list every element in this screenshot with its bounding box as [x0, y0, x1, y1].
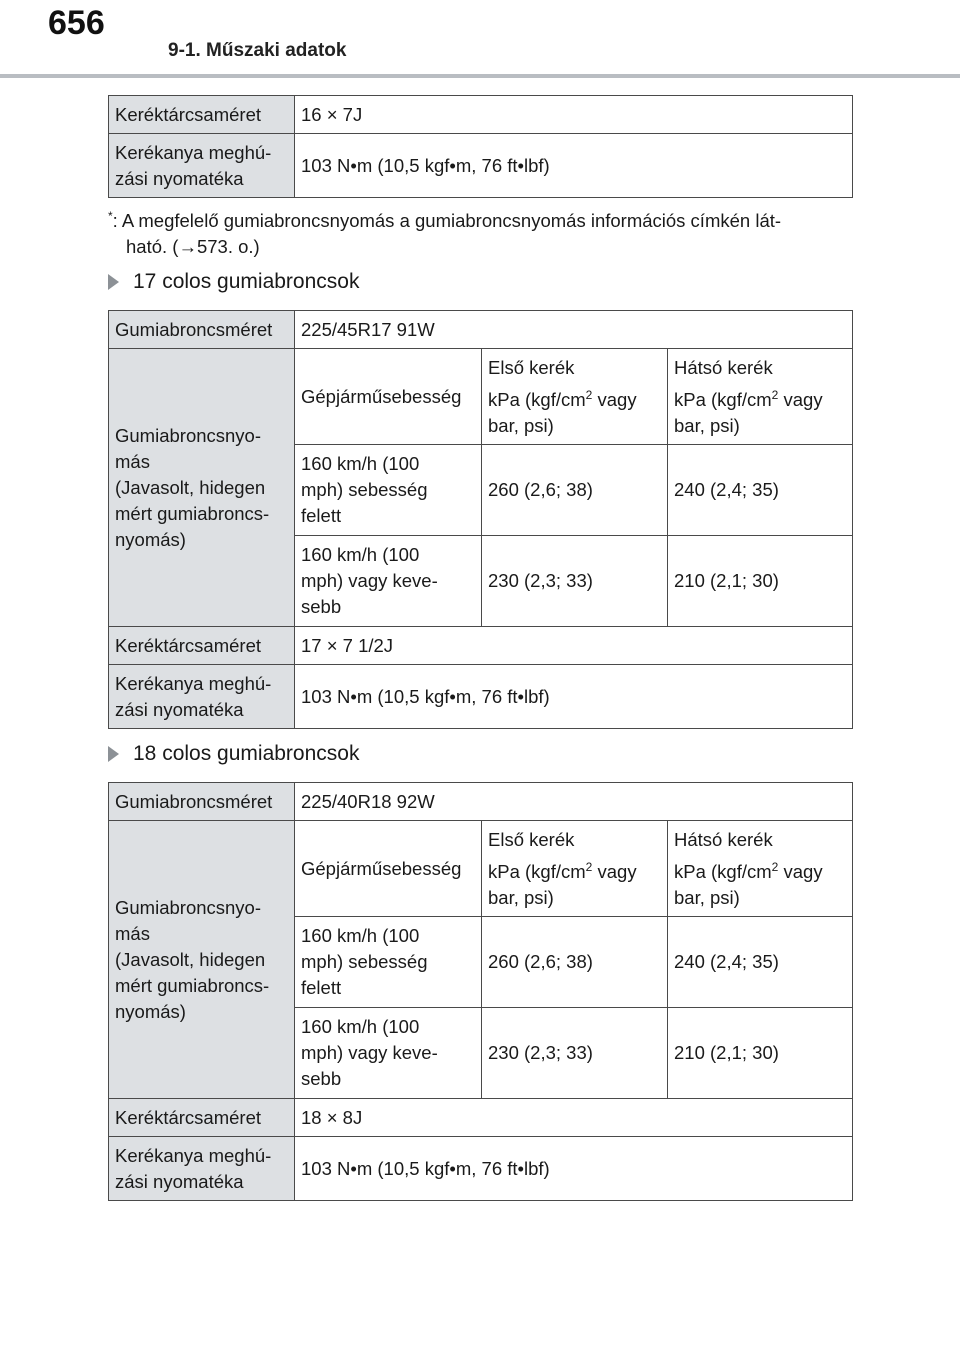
unit-text: kPa ($kgf/cm^2$ vagy bar, psi) [488, 859, 637, 908]
subsection-heading-text: 18 colos gumiabroncsok [133, 742, 360, 765]
wheel-size-value: 17 × 7 1/2J [295, 627, 853, 665]
subsection-heading-17 [108, 268, 359, 296]
unit-text: kPa ($kgf/cm^2$ vagy bar, psi) [674, 859, 823, 908]
footnote-line-2: ható. (→573. o.) [126, 236, 260, 257]
subsection-heading-text: 17 colos gumiabroncsok [133, 270, 360, 293]
front-pressure-cell: 230 (2,3; 33) [482, 1008, 668, 1099]
table-row [109, 96, 853, 134]
front-wheel-title: Első kerék [488, 356, 575, 378]
rear-wheel-header [668, 349, 853, 445]
nut-torque-label: Kerékanya meghú- zási nyomatéka [109, 665, 295, 729]
footnote-marker: * [108, 208, 113, 223]
unit-text: kPa ($kgf/cm^2$ vagy bar, psi) [488, 387, 637, 436]
subsection-heading-18 [108, 740, 359, 768]
tire-pressure-label: Gumiabroncsnyo- más (Javasolt, hidegen mért gumiabroncs- nyomás) [109, 821, 295, 1099]
rear-pressure-cell: 240 (2,4; 35) [668, 445, 853, 536]
tire-pressure-label: Gumiabroncsnyo- más (Javasolt, hidegen mért gumiabroncs- nyomás) [109, 349, 295, 627]
speed-cell: 160 km/h (100 mph) sebesség felett [295, 917, 482, 1008]
wheel-size-value: 16 × 7J [295, 96, 853, 134]
rear-wheel-title: Hátsó kerék [674, 356, 773, 378]
rear-pressure-cell: 210 (2,1; 30) [668, 536, 853, 627]
nut-torque-value: 103 N•m (10,5 kgf•m, 76 ft•lbf) [295, 1137, 853, 1201]
speed-cell: 160 km/h (100 mph) vagy keve- sebb [295, 536, 482, 627]
nut-torque-label: Kerékanya meghú- zási nyomatéka [109, 1137, 295, 1201]
table-row [109, 627, 853, 665]
table-row [109, 134, 853, 198]
speed-cell: 160 km/h (100 mph) sebesség felett [295, 445, 482, 536]
header-rule [0, 74, 960, 78]
table-16-inch-continuation [108, 95, 853, 198]
triangle-bullet-icon [108, 274, 119, 290]
triangle-bullet-icon [108, 746, 119, 762]
front-wheel-header [482, 349, 668, 445]
tire-size-label: Gumiabroncsméret [109, 783, 295, 821]
front-wheel-header [482, 821, 668, 917]
table-17-inch [108, 310, 853, 729]
front-pressure-cell: 260 (2,6; 38) [482, 445, 668, 536]
nut-torque-value: 103 N•m (10,5 kgf•m, 76 ft•lbf) [295, 134, 853, 198]
table-row [109, 665, 853, 729]
rear-wheel-header [668, 821, 853, 917]
tire-size-value: 225/45R17 91W [295, 311, 853, 349]
table-row [109, 349, 853, 445]
nut-torque-label: Kerékanya meghú- zási nyomatéka [109, 134, 295, 198]
table-row [109, 311, 853, 349]
unit-text: kPa ($kgf/cm^2$ vagy bar, psi) [674, 387, 823, 436]
tire-size-value: 225/40R18 92W [295, 783, 853, 821]
tire-size-label: Gumiabroncsméret [109, 311, 295, 349]
wheel-size-label: Keréktárcsaméret [109, 96, 295, 134]
table-row [109, 783, 853, 821]
rear-pressure-cell: 210 (2,1; 30) [668, 1008, 853, 1099]
speed-header: Gépjárműsebesség [295, 821, 482, 917]
nut-torque-value: 103 N•m (10,5 kgf•m, 76 ft•lbf) [295, 665, 853, 729]
footnote [108, 208, 848, 260]
front-pressure-cell: 230 (2,3; 33) [482, 536, 668, 627]
speed-cell: 160 km/h (100 mph) vagy keve- sebb [295, 1008, 482, 1099]
table-row [109, 1099, 853, 1137]
section-title: 9-1. Műszaki adatok [168, 40, 347, 61]
rear-pressure-cell: 240 (2,4; 35) [668, 917, 853, 1008]
page-number: 656 [48, 4, 105, 42]
front-pressure-cell: 260 (2,6; 38) [482, 917, 668, 1008]
table-18-inch [108, 782, 853, 1201]
table-row [109, 1137, 853, 1201]
wheel-size-label: Keréktárcsaméret [109, 627, 295, 665]
table-row [109, 821, 853, 917]
front-wheel-title: Első kerék [488, 828, 575, 850]
speed-header: Gépjárműsebesség [295, 349, 482, 445]
wheel-size-label: Keréktárcsaméret [109, 1099, 295, 1137]
rear-wheel-title: Hátsó kerék [674, 828, 773, 850]
footnote-line-1: : A megfelelő gumiabroncsnyomás a gumiabroncsnyomás információs címkén lát- [112, 210, 782, 231]
wheel-size-value: 18 × 8J [295, 1099, 853, 1137]
